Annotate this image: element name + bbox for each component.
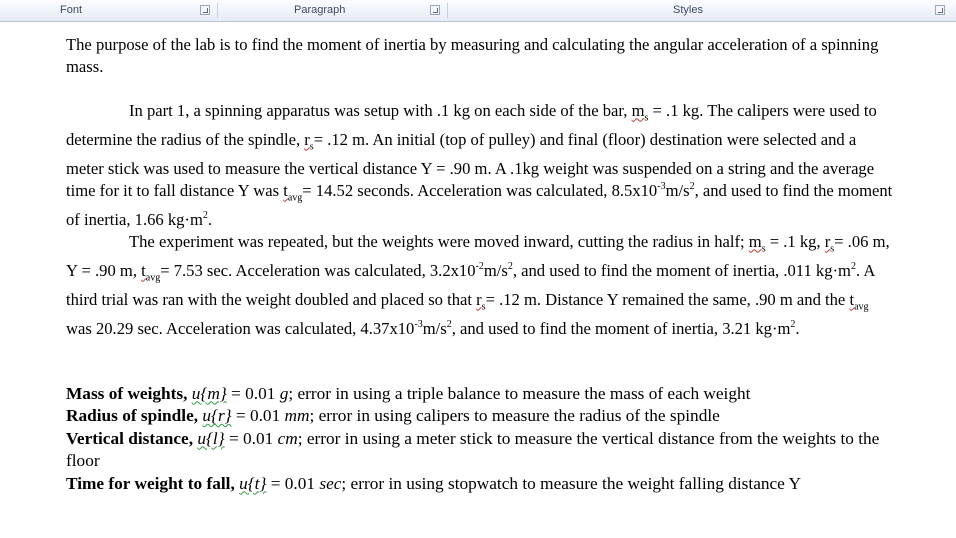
styles-group-label: Styles — [673, 4, 703, 16]
uncertainty-time: Time for weight to fall, u{t} = 0.01 sec; error in using stopwatch to measure the weight falling distance Y — [66, 473, 802, 493]
uncertainty-mass: Mass of weights, u{m} = 0.01 g; error in using a triple balance to measure the mass of each weight — [66, 383, 751, 403]
font-dialog-launcher-icon[interactable] — [200, 5, 210, 15]
ribbon-separator — [217, 3, 218, 18]
document-body[interactable] — [66, 34, 896, 495]
intro-paragraph: The purpose of the lab is to find the moment of inertia by measuring and calculating the angular acceleration of a spinning mass. — [66, 35, 879, 76]
font-group-label: Font — [60, 4, 83, 16]
part1-paragraph: In part 1, a spinning apparatus was setup with .1 kg on each side of the bar, $m_s = .1$ kg. The calipers were used to determine the radius of the spindle, $r_s= .12$ m. An initial (top of pulley) and final (floor) destination were selected and a meter stick was used to measure the vertical distance Y = .90 m. A .1kg weight was suspended on a string and the average time for it to fall distance Y was $t_{avg}= 14.52$ seconds. Acceleration was calculated, $8.5x10^{-3}m/s^2$, and used to find the moment of inertia, 1.66 $kg\cdot m^2$. — [66, 100, 893, 229]
uncertainty-vertical-distance: Vertical distance, u{l} = 0.01 cm; error in using a meter stick to measure the vertical distance from the weights to the floor — [66, 428, 880, 471]
ribbon-separator — [447, 3, 448, 18]
paragraph-group-label: Paragraph — [294, 4, 346, 16]
ribbon-group-labels — [0, 0, 956, 22]
part2-paragraph: The experiment was repeated, but the weights were moved inward, cutting the radius in half; $m_s = .1$ kg, $r_s= .06$ m, Y = .90 m, $t_{avg}= 7.53$ sec. Acceleration was calculated, $3.2x10^{-2}m/s^2$, and used to find the moment of inertia, .011 $kg\cdot m^2$. A third trial was ran with the weight doubled and placed so that $r_s= .12$ m. Distance Y remained the same, .90 m and the $t_{avg}$ was 20.29 sec. Acceleration was calculated, $4.37x10^{-3}m/s^2$, and used to find the moment of inertia, 3.21 $kg\cdot m^2$. — [66, 231, 890, 338]
paragraph-dialog-launcher-icon[interactable] — [430, 5, 440, 15]
uncertainty-radius: Radius of spindle, u{r} = 0.01 mm; error in using calipers to measure the radius of the spindle — [66, 406, 720, 426]
styles-dialog-launcher-icon[interactable] — [935, 5, 945, 15]
